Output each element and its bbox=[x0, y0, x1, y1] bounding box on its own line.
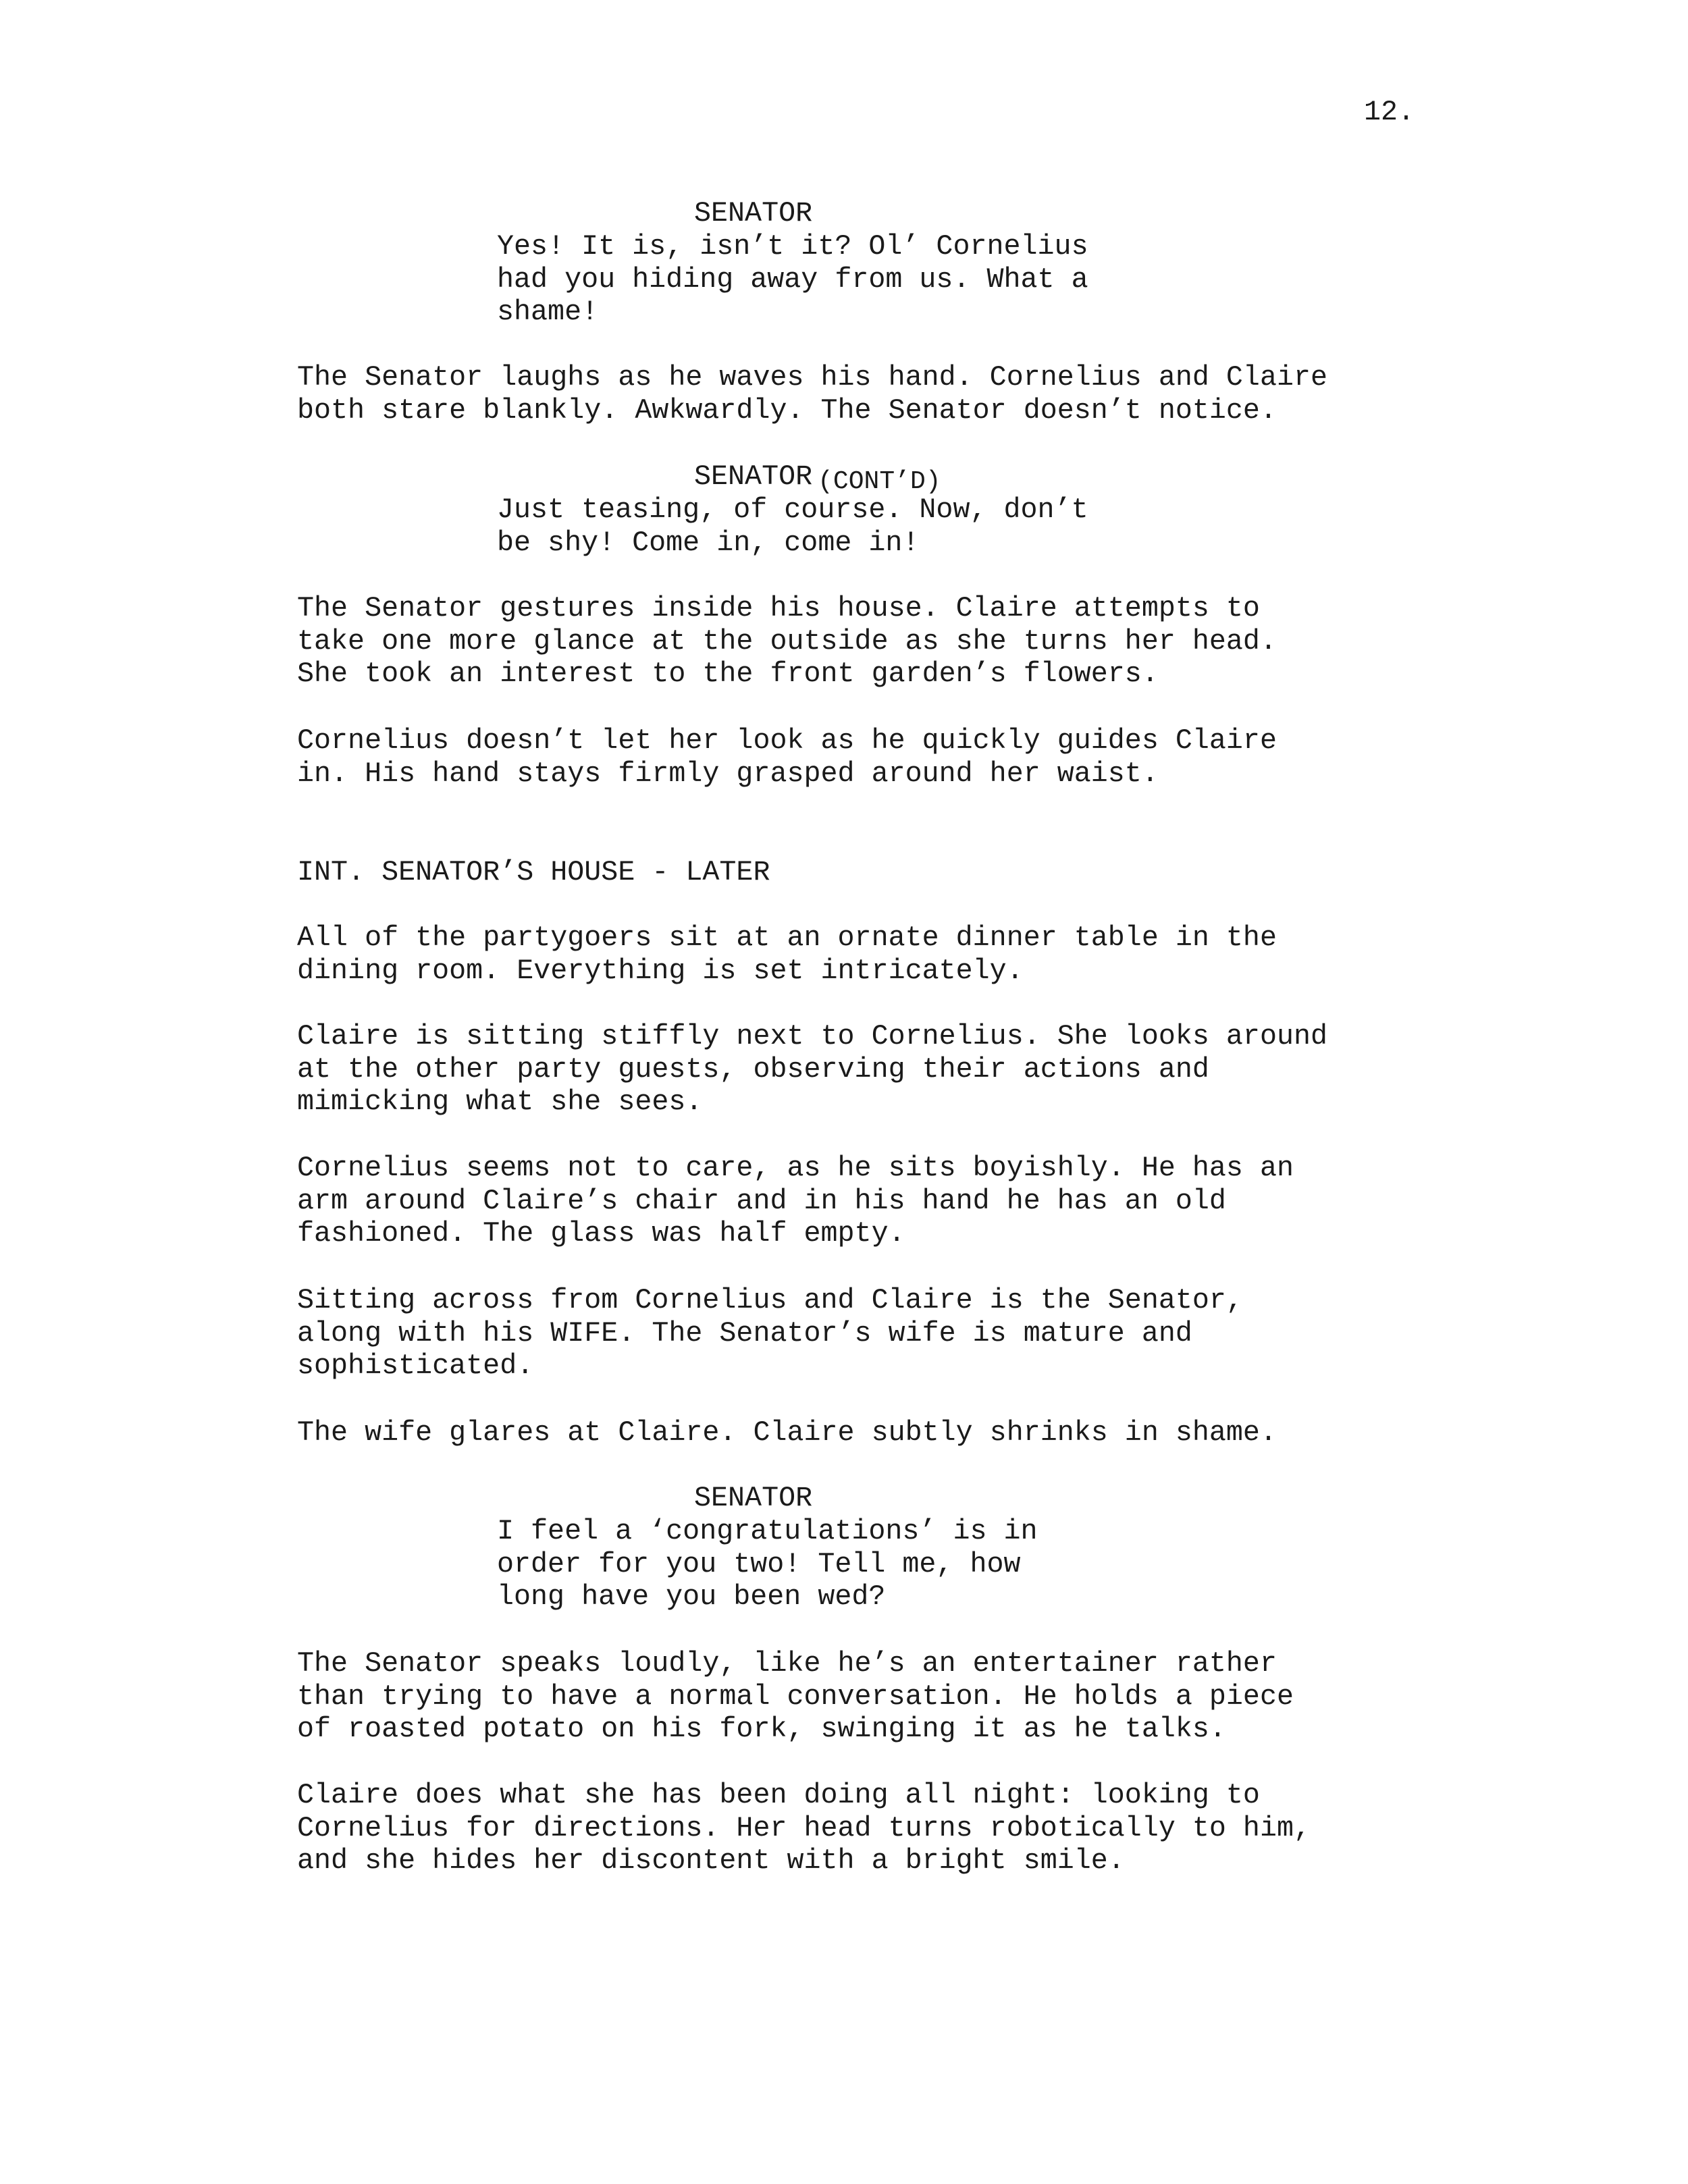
action-line: The Senator speaks loudly, like he’s an entertainer rather than trying to have a normal conversation. He holds a piece of roasted potato on his fork, swinging it as he talks. bbox=[297, 1647, 1294, 1746]
character-name-continued bbox=[694, 460, 941, 495]
character-name: SENATOR bbox=[694, 197, 813, 230]
action-line: Sitting across from Cornelius and Claire is the Senator, along with his WIFE. The Senator’s wife is mature and sophisticated. bbox=[297, 1284, 1243, 1383]
action-line: Cornelius seems not to care, as he sits boyishly. He has an arm around Claire’s chair and in his hand he has an old fashioned. The glass was half empty. bbox=[297, 1152, 1294, 1250]
action-line: The Senator gestures inside his house. Claire attempts to take one more glance at the outside as she turns her head. She took an interest to the front garden’s flowers. bbox=[297, 592, 1277, 691]
character-extension: (CONT’D) bbox=[818, 467, 941, 496]
dialogue: I feel a ‘congratulations’ is in order for you two! Tell me, how long have you been wed? bbox=[497, 1515, 1038, 1614]
action-line: The wife glares at Claire. Claire subtly shrinks in shame. bbox=[297, 1416, 1277, 1449]
character-name: SENATOR bbox=[694, 460, 813, 493]
dialogue: Just teasing, of course. Now, don’t be shy! Come in, come in! bbox=[497, 494, 1088, 559]
dialogue: Yes! It is, isn’t it? Ol’ Cornelius had you hiding away from us. What a shame! bbox=[497, 230, 1088, 329]
action-line: The Senator laughs as he waves his hand. Cornelius and Claire both stare blankly. Awkwardly. The Senator doesn’t notice. bbox=[297, 361, 1328, 427]
character-name: SENATOR bbox=[694, 1482, 813, 1514]
page-number: 12. bbox=[1364, 96, 1415, 128]
action-line: Claire is sitting stiffly next to Cornelius. She looks around at the other party guests, observing their actions and mimicking what she sees. bbox=[297, 1020, 1328, 1119]
scene-heading: INT. SENATOR’S HOUSE - LATER bbox=[297, 856, 770, 888]
action-line: Claire does what she has been doing all night: looking to Cornelius for directions. Her head turns robotically to him, and she hides her discontent with a bright smile. bbox=[297, 1779, 1311, 1877]
action-line: All of the partygoers sit at an ornate dinner table in the dining room. Everything is set intricately. bbox=[297, 922, 1277, 987]
action-line: Cornelius doesn’t let her look as he quickly guides Claire in. His hand stays firmly grasped around her waist. bbox=[297, 724, 1277, 790]
